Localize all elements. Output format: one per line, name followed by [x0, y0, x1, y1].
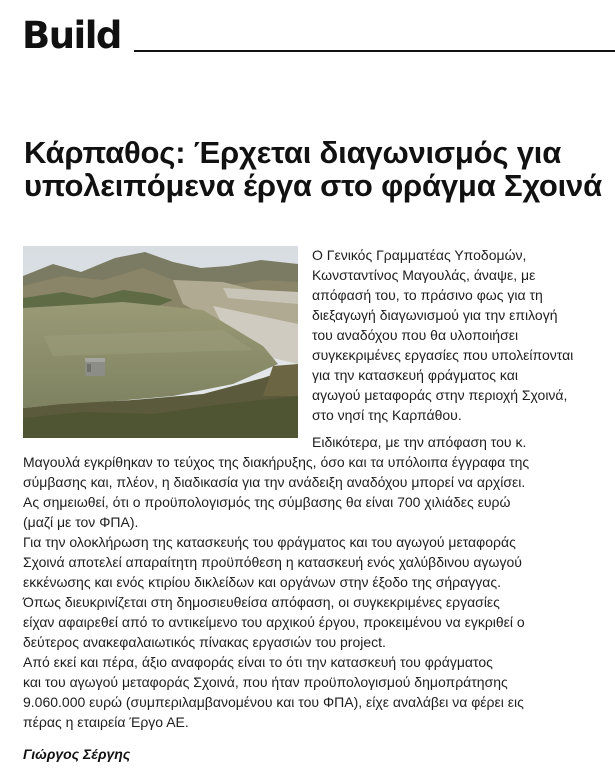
- text-line: απόφασή του, το πράσινο φως για τη: [312, 287, 543, 303]
- text-line: (μαζί με τον ΦΠΑ).: [23, 514, 139, 530]
- text-line: για την κατασκευή φράγματος και: [312, 367, 518, 383]
- article-author: Γιώργος Σέργης: [23, 746, 131, 762]
- text-line: είχαν αφαιρεθεί από το αντικείμενο του αρχικού έργου, προκειμένου να εγκριθεί ο: [23, 614, 525, 630]
- text-line: Από εκεί και πέρα, άξιο αναφοράς είναι το ότι την κατασκευή του φράγματος: [23, 654, 493, 670]
- masthead: [22, 14, 615, 57]
- text-line: Όπως διευκρινίζεται στη δημοσιευθείσα απόφαση, οι συγκεκριμένες εργασίες: [23, 594, 500, 610]
- build-logo[interactable]: Build: [22, 14, 121, 57]
- text-line: πέρας η εταιρεία Έργο ΑΕ.: [23, 714, 189, 730]
- lead-paragraph-column: [312, 245, 612, 425]
- text-line: Μαγουλά εγκρίθηκαν το τεύχος της διακήρυξης, όσο και τα υπόλοιπα έγγραφα της: [23, 454, 530, 470]
- text-line: και του αγωγού μεταφοράς Σχοινά, που ήταν προϋπολογισμού δημοπράτησης: [23, 674, 508, 690]
- text-line: στο νησί της Καρπάθου.: [312, 407, 462, 423]
- text-line: Ο Γενικός Γραμματέας Υποδομών,: [312, 247, 527, 263]
- text-line: του αναδόχου που θα υλοποιήσει: [312, 327, 519, 343]
- text-line: Ειδικότερα, με την απόφαση του κ.: [312, 434, 527, 450]
- text-line: εκκένωσης και ενός κτιρίου δικλείδων και οργάνων στην έξοδο της σήραγγας.: [23, 574, 501, 590]
- masthead-rule: [134, 50, 615, 52]
- text-line: Για την ολοκλήρωση της κατασκευής του φράγματος και του αγωγού μεταφοράς: [23, 534, 516, 550]
- text-line: Σχοινά αποτελεί απαραίτητη προϋπόθεση η κατασκευή ενός χαλύβδινου αγωγού: [23, 554, 522, 570]
- text-line: 9.060.000 ευρώ (συμπεριλαμβανομένου και του ΦΠΑ), είχε αναλάβει να φέρει εις: [23, 694, 524, 710]
- dam-reservoir-photo: [23, 246, 298, 438]
- text-line: δεύτερος ανακεφαλαιωτικός πίνακας εργασιών του project.: [23, 634, 386, 650]
- text-line: σύμβασης και, πλέον, η διαδικασία για την ανάδειξη αναδόχου μπορεί να αρχίσει.: [23, 474, 526, 490]
- text-line: διεξαγωγή διαγωνισμού για την επιλογή: [312, 307, 558, 323]
- text-line: αγωγού μεταφοράς στην περιοχή Σχοινά,: [312, 387, 568, 403]
- text-line: Κωνσταντίνος Μαγουλάς, άναψε, με: [312, 267, 536, 283]
- text-line: συγκεκριμένες εργασίες που υπολείπονται: [312, 347, 574, 363]
- article-body: [23, 432, 613, 732]
- article-title: Κάρπαθος: Έρχεται διαγωνισμός για υπολειπόμενα έργα στο φράγμα Σχοινά: [24, 135, 602, 203]
- text-line: Ας σημειωθεί, ότι ο προϋπολογισμός της σύμβασης θα είναι 700 χιλιάδες ευρώ: [23, 494, 511, 510]
